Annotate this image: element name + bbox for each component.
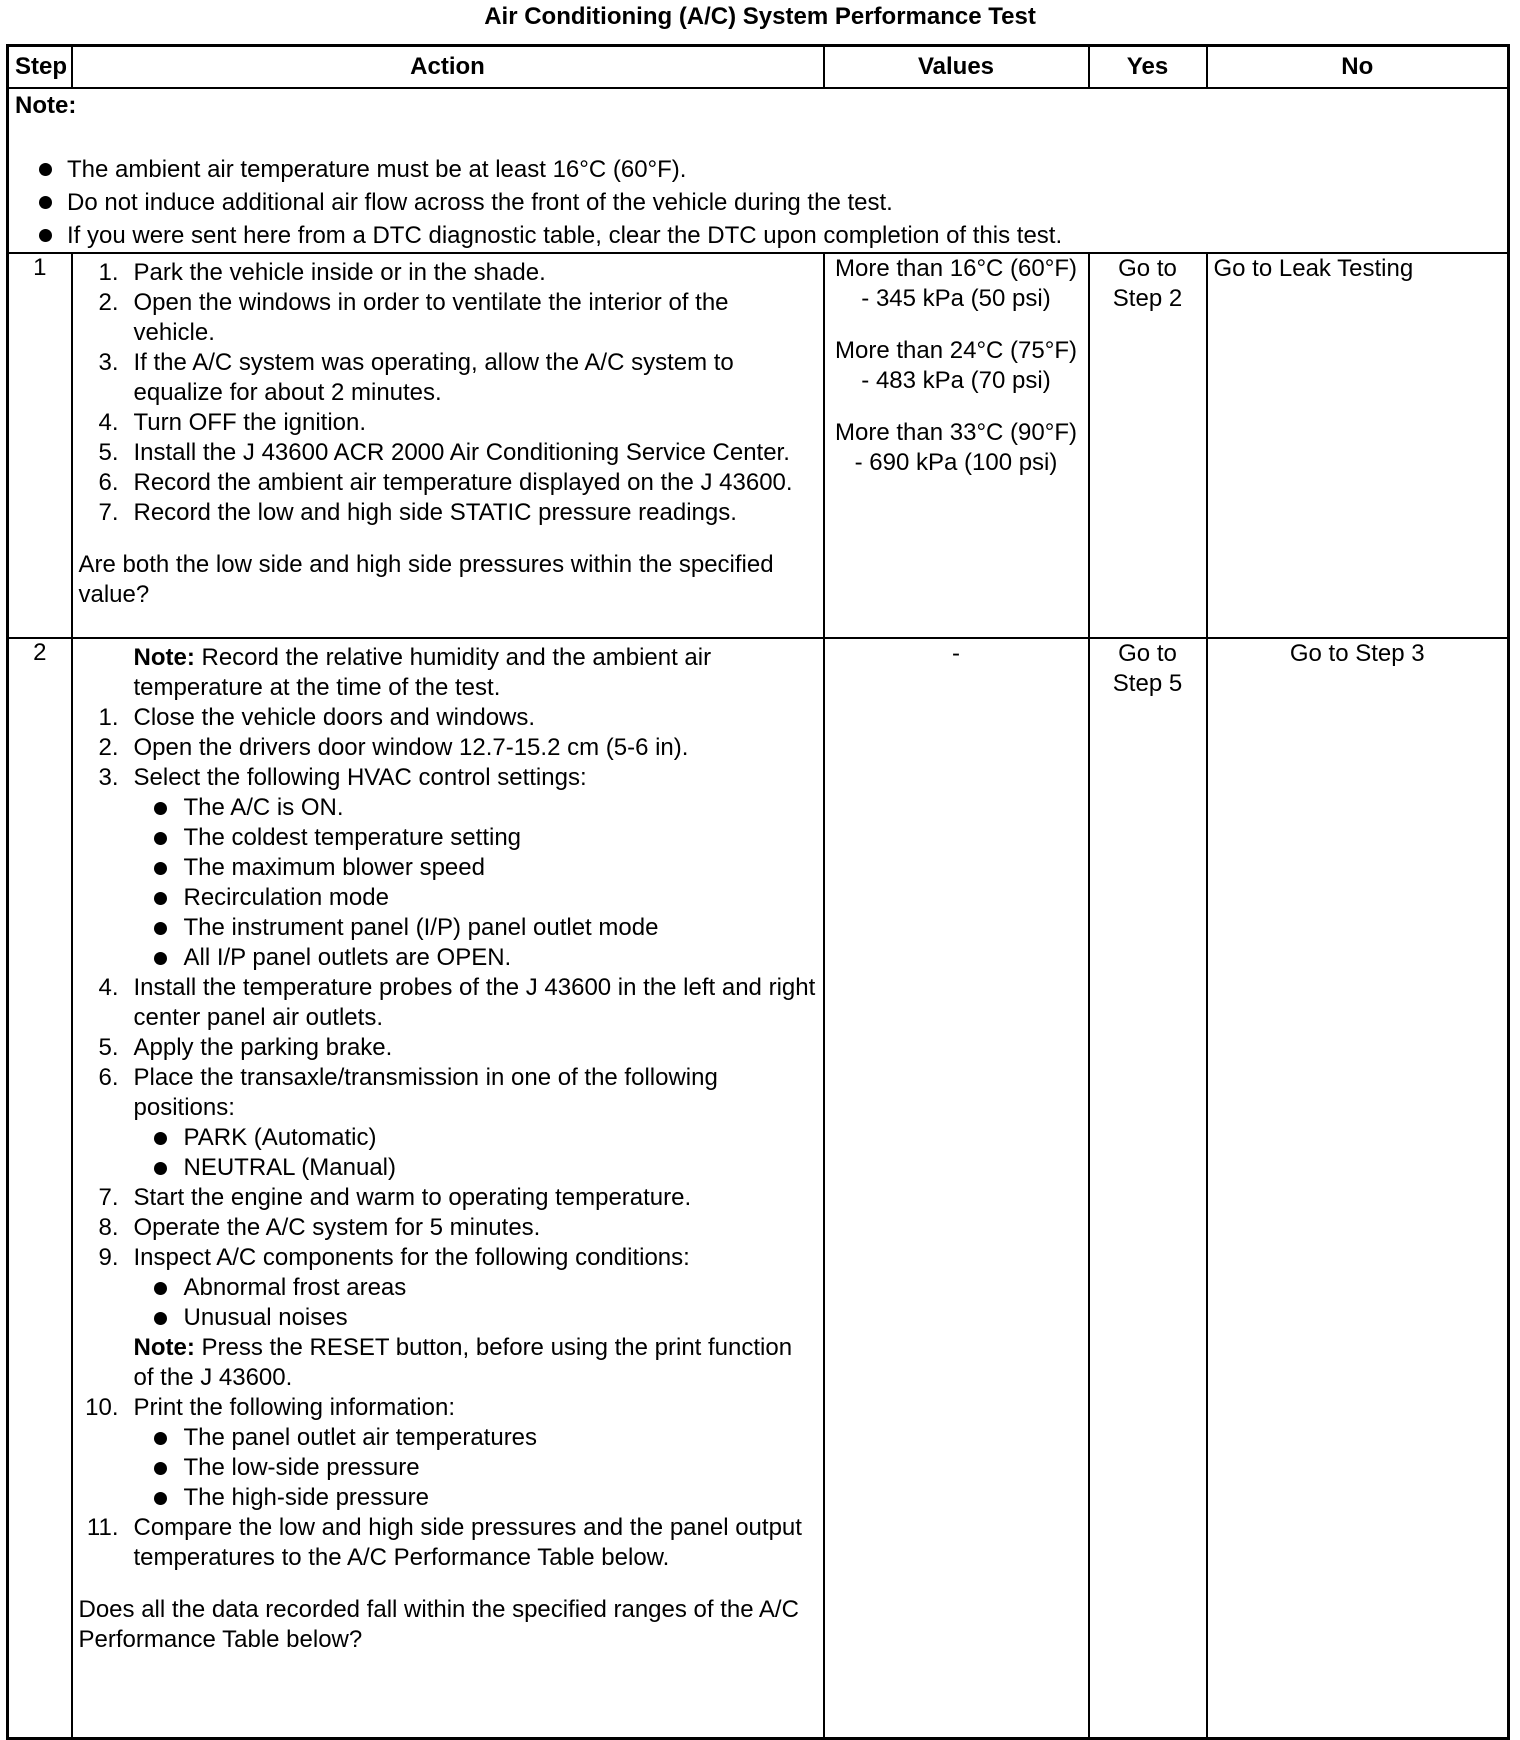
bullet-icon xyxy=(154,1432,167,1445)
bullet-icon xyxy=(154,892,167,905)
header-row xyxy=(8,46,1509,89)
note-bullet: The ambient air temperature must be at least 16°C (60°F). xyxy=(15,153,1501,186)
header-values: Values xyxy=(824,46,1089,89)
step-1-question: Are both the low side and high side pressures within the specified value? xyxy=(78,551,774,608)
step-number: 2 xyxy=(8,638,72,1739)
step-1-no: Go to Leak Testing xyxy=(1207,253,1509,638)
bullet-icon xyxy=(39,163,52,176)
list-item: 3. Select the following HVAC control settings: xyxy=(98,764,587,791)
list-item: 4. Install the temperature probes of the J 43600 in the left and right center panel air outlets. xyxy=(98,974,816,1031)
list-item: 6. Record the ambient air temperature displayed on the J 43600. xyxy=(98,469,793,496)
step-2-yes: Go to Step 5 xyxy=(1089,638,1207,1739)
note-bullet: If you were sent here from a DTC diagnostic table, clear the DTC upon completion of this test. xyxy=(15,219,1501,252)
sub-item: All I/P panel outlets are OPEN. xyxy=(79,943,817,973)
step-2-action xyxy=(72,638,824,1739)
bullet-icon xyxy=(39,196,52,209)
note-cell xyxy=(8,88,1509,253)
inline-note: Note: Press the RESET button, before using the print function of the J 43600. xyxy=(133,1334,793,1391)
list-item: 1. Close the vehicle doors and windows. xyxy=(98,704,536,731)
bullet-icon xyxy=(154,832,167,845)
sub-item: The high-side pressure xyxy=(79,1483,817,1513)
value-spec: More than 24°C (75°F) - 483 kPa (70 psi) xyxy=(835,337,1077,394)
sub-item: NEUTRAL (Manual) xyxy=(79,1153,817,1183)
inline-note: Note: Record the relative humidity and the ambient air temperature at the time of the test. xyxy=(133,644,712,701)
sub-item: PARK (Automatic) xyxy=(79,1123,817,1153)
sub-item: The coldest temperature setting xyxy=(79,823,817,853)
list-item: 9. Inspect A/C components for the following conditions: xyxy=(98,1244,690,1271)
step-number: 1 xyxy=(8,253,72,638)
list-item: 7. Record the low and high side STATIC pressure readings. xyxy=(98,499,737,526)
note-label: Note: xyxy=(15,92,77,119)
header-step: Step xyxy=(8,46,72,89)
sub-item: The low-side pressure xyxy=(79,1453,817,1483)
bullet-icon xyxy=(154,1312,167,1325)
bullet-icon xyxy=(154,1132,167,1145)
step-1-values xyxy=(824,253,1089,638)
list-item: 2. Open the drivers door window 12.7-15.2 cm (5-6 in). xyxy=(98,734,689,761)
bullet-icon xyxy=(154,1162,167,1175)
note-row xyxy=(8,88,1509,253)
value-spec: More than 33°C (90°F) - 690 kPa (100 psi) xyxy=(835,419,1077,476)
bullet-icon xyxy=(154,1462,167,1475)
sub-item: Recirculation mode xyxy=(79,883,817,913)
value-spec: More than 16°C (60°F) - 345 kPa (50 psi) xyxy=(835,255,1077,312)
step-2-values: - xyxy=(824,638,1089,1739)
list-item: 8. Operate the A/C system for 5 minutes. xyxy=(98,1214,541,1241)
bullet-icon xyxy=(154,862,167,875)
list-item: 10. Print the following information: xyxy=(85,1394,455,1421)
list-item: 7. Start the engine and warm to operating temperature. xyxy=(98,1184,692,1211)
sub-item: The instrument panel (I/P) panel outlet mode xyxy=(79,913,817,943)
step-1-yes: Go to Step 2 xyxy=(1089,253,1207,638)
bullet-icon xyxy=(154,802,167,815)
list-item: 1. Park the vehicle inside or in the shade. xyxy=(98,259,546,286)
performance-test-table xyxy=(6,44,1510,1740)
sub-item: The maximum blower speed xyxy=(79,853,817,883)
bullet-icon xyxy=(39,229,52,242)
list-item: 6. Place the transaxle/transmission in one of the following positions: xyxy=(98,1064,718,1121)
sub-item: The panel outlet air temperatures xyxy=(79,1423,817,1453)
sub-item: Abnormal frost areas xyxy=(79,1273,817,1303)
note-bullet: Do not induce additional air flow across the front of the vehicle during the test. xyxy=(15,186,1501,219)
sub-item: The A/C is ON. xyxy=(79,793,817,823)
bullet-icon xyxy=(154,1492,167,1505)
step-1-action xyxy=(72,253,824,638)
step-2-no: Go to Step 3 xyxy=(1207,638,1509,1739)
step-2-question: Does all the data recorded fall within the specified ranges of the A/C Performance Table below? xyxy=(78,1596,799,1653)
header-action: Action xyxy=(72,46,824,89)
list-item: 5. Install the J 43600 ACR 2000 Air Conditioning Service Center. xyxy=(98,439,790,466)
header-yes: Yes xyxy=(1089,46,1207,89)
sub-item: Unusual noises xyxy=(79,1303,817,1333)
list-item: 11. Compare the low and high side pressures and the panel output temperatures to the A/C Performance Table below. xyxy=(86,1514,802,1571)
list-item: 2. Open the windows in order to ventilate the interior of the vehicle. xyxy=(98,289,729,346)
step-1-row xyxy=(8,253,1509,638)
bullet-icon xyxy=(154,922,167,935)
page-title: Air Conditioning (A/C) System Performance Test xyxy=(484,3,1036,30)
list-item: 3. If the A/C system was operating, allow the A/C system to equalize for about 2 minutes. xyxy=(98,349,734,406)
list-item: 4. Turn OFF the ignition. xyxy=(98,409,367,436)
list-item: 5. Apply the parking brake. xyxy=(98,1034,393,1061)
bullet-icon xyxy=(154,1282,167,1295)
bullet-icon xyxy=(154,952,167,965)
header-no: No xyxy=(1207,46,1509,89)
step-2-row xyxy=(8,638,1509,1739)
